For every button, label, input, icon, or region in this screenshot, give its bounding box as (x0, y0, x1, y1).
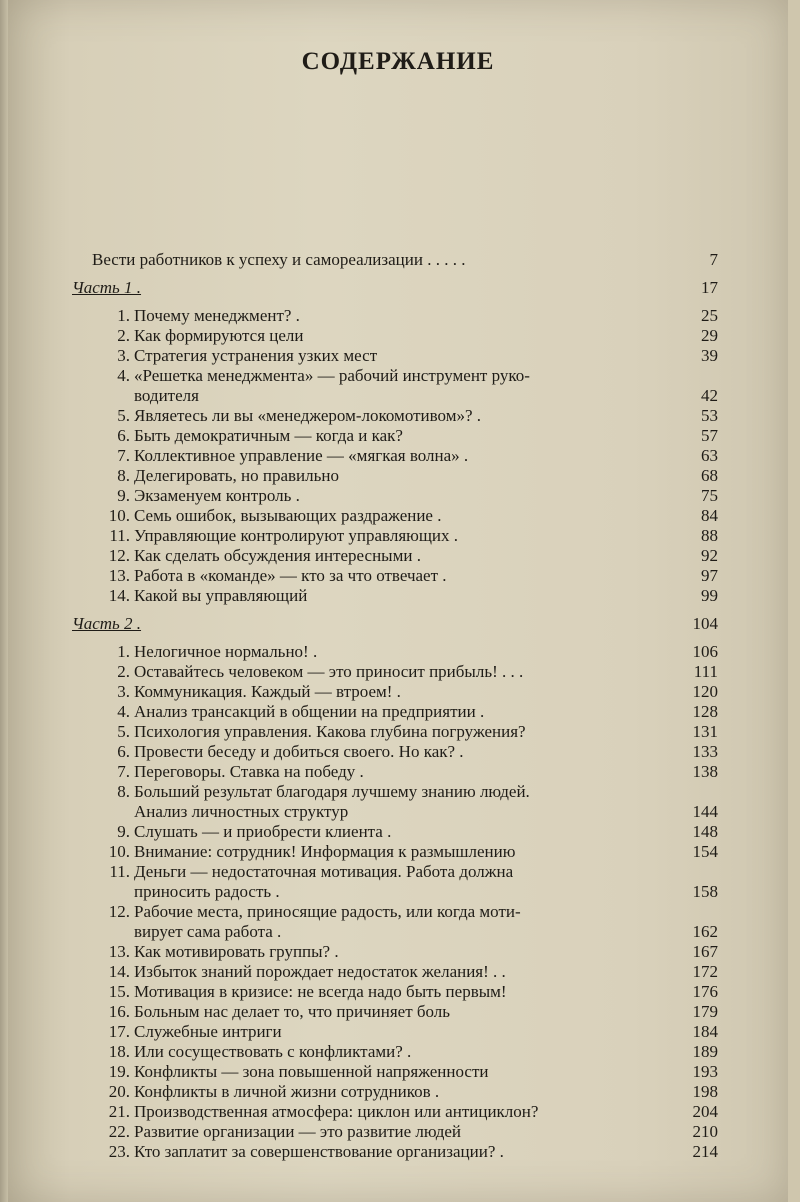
toc-page-number: 210 (692, 1122, 718, 1141)
toc-entry-title: Являетесь ли вы «менеджером-локомотивом»? . (134, 406, 482, 425)
toc-entry (68, 1122, 718, 1142)
toc-entry-number: 16. (108, 1002, 130, 1021)
toc-entry-number: 12. (108, 902, 130, 921)
toc-entry (68, 902, 718, 922)
toc-entry-title: Управляющие контролируют управляющих . (134, 526, 459, 545)
toc-entry-number: 8. (117, 782, 130, 801)
toc-entry-title: Провести беседу и добиться своего. Но как? . (134, 742, 464, 761)
toc-page-number: 138 (692, 762, 718, 781)
toc-page-number: 193 (692, 1062, 718, 1081)
toc-entry-title: Рабочие места, приносящие радость, или когда моти- (134, 902, 521, 921)
toc-page-number: 7 (709, 250, 718, 269)
toc-entry-title: Почему менеджмент? . (134, 306, 300, 325)
toc-entry-title: Внимание: сотрудник! Информация к размышлению (134, 842, 516, 861)
toc-entry (68, 386, 718, 406)
toc-page-number: 204 (692, 1102, 718, 1121)
toc-entry (68, 326, 718, 346)
toc-entry (68, 1022, 718, 1042)
toc-page-number: 189 (692, 1042, 718, 1061)
toc-entry-title: Быть демократичным — когда и как? (134, 426, 403, 445)
toc-entry (68, 722, 718, 742)
toc-entry (68, 306, 718, 326)
toc-entry (68, 842, 718, 862)
toc-page-number: 42 (701, 386, 718, 405)
toc-entry-title: Как сделать обсуждения интересными . (134, 546, 421, 565)
toc-entry (68, 822, 718, 842)
toc-entry (68, 762, 718, 782)
toc-part-header (68, 278, 718, 298)
toc-page-number: 75 (701, 486, 718, 505)
toc-entry-title: Часть 2 . (72, 614, 142, 633)
toc-entry-title: Анализ трансакций в общении на предприятии . (134, 702, 485, 721)
toc-entry-title: Кто заплатит за совершенствование организации? . (134, 1142, 504, 1161)
toc-entry (68, 862, 718, 882)
page-title: СОДЕРЖАНИЕ (301, 48, 495, 75)
toc-entry (68, 506, 718, 526)
toc-entry-title: Анализ личностных структур (134, 802, 349, 821)
toc-page-number: 148 (692, 822, 718, 841)
toc-page-number: 63 (701, 446, 718, 465)
toc-entry-title: Оставайтесь человеком — это приносит прибыль! . . . (134, 662, 524, 681)
toc-entry-number: 12. (108, 546, 130, 565)
toc-entry (68, 642, 718, 662)
toc-entry (68, 1142, 718, 1162)
toc-entry (68, 1062, 718, 1082)
toc-entry-number: 10. (108, 506, 130, 525)
toc-entry-number: 19. (108, 1062, 130, 1081)
toc-page-number: 131 (692, 722, 718, 741)
toc-entry (68, 1002, 718, 1022)
toc-entry (68, 586, 718, 606)
toc-entry-title: Слушать — и приобрести клиента . (134, 822, 392, 841)
toc-entry-number: 4. (117, 366, 130, 385)
toc-entry-title: Экзаменуем контроль . (134, 486, 300, 505)
toc-entry (68, 682, 718, 702)
toc-page-number: 111 (693, 662, 718, 681)
toc-page-number: 29 (701, 326, 718, 345)
toc-page-number: 68 (701, 466, 718, 485)
toc-entry-title: «Решетка менеджмента» — рабочий инструмент руко- (134, 366, 530, 385)
toc-entry-title: Нелогичное нормально! . (134, 642, 318, 661)
toc-page-number: 84 (701, 506, 718, 525)
toc-entry (68, 662, 718, 682)
toc-entry-number: 1. (117, 306, 130, 325)
toc-entry-title: Деньги — недостаточная мотивация. Работа должна (134, 862, 514, 881)
toc-entry (68, 882, 718, 902)
toc-entry-number: 7. (117, 762, 130, 781)
toc-part-header (68, 614, 718, 634)
toc-entry (68, 486, 718, 506)
toc-entry-title: Стратегия устранения узких мест (134, 346, 378, 365)
toc-entry-title: Больным нас делает то, что причиняет боль (134, 1002, 451, 1021)
toc-entry (68, 702, 718, 722)
toc-entry-title: Как формируются цели (134, 326, 304, 345)
toc-entry-title: Коммуникация. Каждый — втроем! . (134, 682, 401, 701)
toc-page-number: 214 (692, 1142, 718, 1161)
toc-page-number: 120 (692, 682, 718, 701)
toc-entry (68, 942, 718, 962)
toc-page-number: 25 (701, 306, 718, 325)
toc-entry (68, 802, 718, 822)
toc-entry-title: Часть 1 . (72, 278, 142, 297)
toc-entry (68, 250, 718, 270)
toc-entry (68, 526, 718, 546)
toc-page-number: 172 (692, 962, 718, 981)
toc-entry-title: Конфликты в личной жизни сотрудников . (134, 1082, 440, 1101)
toc-entry-number: 5. (117, 722, 130, 741)
toc-entry-number: 1. (117, 642, 130, 661)
toc-entry-number: 15. (108, 982, 130, 1001)
toc-entry-title: Работа в «команде» — кто за что отвечает . (134, 566, 447, 585)
toc-entry-title: Делегировать, но правильно (134, 466, 339, 485)
toc-entry-number: 6. (117, 426, 130, 445)
toc-entry-number: 23. (108, 1142, 130, 1161)
table-of-contents (68, 250, 718, 1162)
toc-entry-title: Как мотивировать группы? . (134, 942, 339, 961)
toc-entry-number: 17. (108, 1022, 130, 1041)
toc-entry (68, 566, 718, 586)
toc-entry-title: Мотивация в кризисе: не всегда надо быть первым! (134, 982, 507, 1001)
toc-page-number: 57 (701, 426, 718, 445)
toc-entry-number: 11. (109, 862, 130, 881)
toc-entry (68, 346, 718, 366)
toc-page-number: 17 (701, 278, 718, 297)
toc-entry-number: 7. (117, 446, 130, 465)
book-page (8, 0, 788, 1202)
toc-entry-number: 14. (108, 962, 130, 981)
toc-entry-number: 14. (108, 586, 130, 605)
toc-entry-number: 4. (117, 702, 130, 721)
toc-entry (68, 1082, 718, 1102)
toc-entry-number: 20. (108, 1082, 130, 1101)
toc-entry (68, 962, 718, 982)
toc-entry-title: Производственная атмосфера: циклон или антициклон? (134, 1102, 539, 1121)
page-edge (0, 0, 8, 1202)
toc-entry (68, 1042, 718, 1062)
toc-entry-number: 6. (117, 742, 130, 761)
toc-entry (68, 742, 718, 762)
toc-entry-title: Коллективное управление — «мягкая волна» . (134, 446, 469, 465)
toc-page-number: 53 (701, 406, 718, 425)
toc-page-number: 104 (692, 614, 718, 633)
toc-entry-number: 18. (108, 1042, 130, 1061)
toc-page-number: 167 (692, 942, 718, 961)
toc-entry-number: 3. (117, 346, 130, 365)
toc-page-number: 128 (692, 702, 718, 721)
toc-entry-title: Какой вы управляющий (134, 586, 308, 605)
toc-entry-number: 3. (117, 682, 130, 701)
toc-entry-title: Психология управления. Какова глубина погружения? (134, 722, 526, 741)
toc-entry-title: приносить радость . (134, 882, 280, 901)
toc-page-number: 39 (701, 346, 718, 365)
toc-entry-title: Или сосуществовать с конфликтами? . (134, 1042, 412, 1061)
toc-entry-title: Семь ошибок, вызывающих раздражение . (134, 506, 442, 525)
toc-entry (68, 982, 718, 1002)
toc-entry-number: 9. (117, 486, 130, 505)
toc-entry-title: Развитие организации — это развитие людей (134, 1122, 462, 1141)
toc-entry-number: 2. (117, 326, 130, 345)
toc-entry-title: Вести работников к успеху и самореализации . . . . . (92, 250, 466, 269)
toc-entry-number: 21. (108, 1102, 130, 1121)
toc-entry (68, 446, 718, 466)
toc-entry-title: Переговоры. Ставка на победу . (134, 762, 364, 781)
toc-entry (68, 366, 718, 386)
toc-entry-title: Конфликты — зона повышенной напряженности (134, 1062, 489, 1081)
toc-entry (68, 466, 718, 486)
toc-page-number: 154 (692, 842, 718, 861)
toc-page-number: 97 (701, 566, 718, 585)
toc-entry (68, 1102, 718, 1122)
toc-entry (68, 426, 718, 446)
toc-entry-number: 5. (117, 406, 130, 425)
toc-entry-number: 11. (109, 526, 130, 545)
toc-page-number: 162 (692, 922, 718, 941)
toc-entry (68, 782, 718, 802)
toc-page-number: 158 (692, 882, 718, 901)
toc-entry-title: вирует сама работа . (134, 922, 282, 941)
toc-page-number: 179 (692, 1002, 718, 1021)
toc-page-number: 92 (701, 546, 718, 565)
toc-entry-number: 13. (108, 566, 130, 585)
toc-page-number: 144 (692, 802, 718, 821)
toc-entry-number: 9. (117, 822, 130, 841)
toc-entry-title: Служебные интриги (134, 1022, 282, 1041)
toc-entry (68, 922, 718, 942)
toc-page-number: 106 (692, 642, 718, 661)
toc-page-number: 88 (701, 526, 718, 545)
toc-page-number: 184 (692, 1022, 718, 1041)
toc-entry-number: 8. (117, 466, 130, 485)
toc-page-number: 198 (692, 1082, 718, 1101)
toc-page-number: 99 (701, 586, 718, 605)
toc-entry-title: водителя (134, 386, 199, 405)
toc-page-number: 133 (692, 742, 718, 761)
toc-entry (68, 406, 718, 426)
toc-entry-title: Избыток знаний порождает недостаток желания! . . (134, 962, 506, 981)
toc-entry (68, 546, 718, 566)
toc-entry-number: 22. (108, 1122, 130, 1141)
toc-entry-number: 10. (108, 842, 130, 861)
toc-page-number: 176 (692, 982, 718, 1001)
toc-entry-title: Больший результат благодаря лучшему знанию людей. (134, 782, 530, 801)
toc-entry-number: 2. (117, 662, 130, 681)
toc-entry-number: 13. (108, 942, 130, 961)
